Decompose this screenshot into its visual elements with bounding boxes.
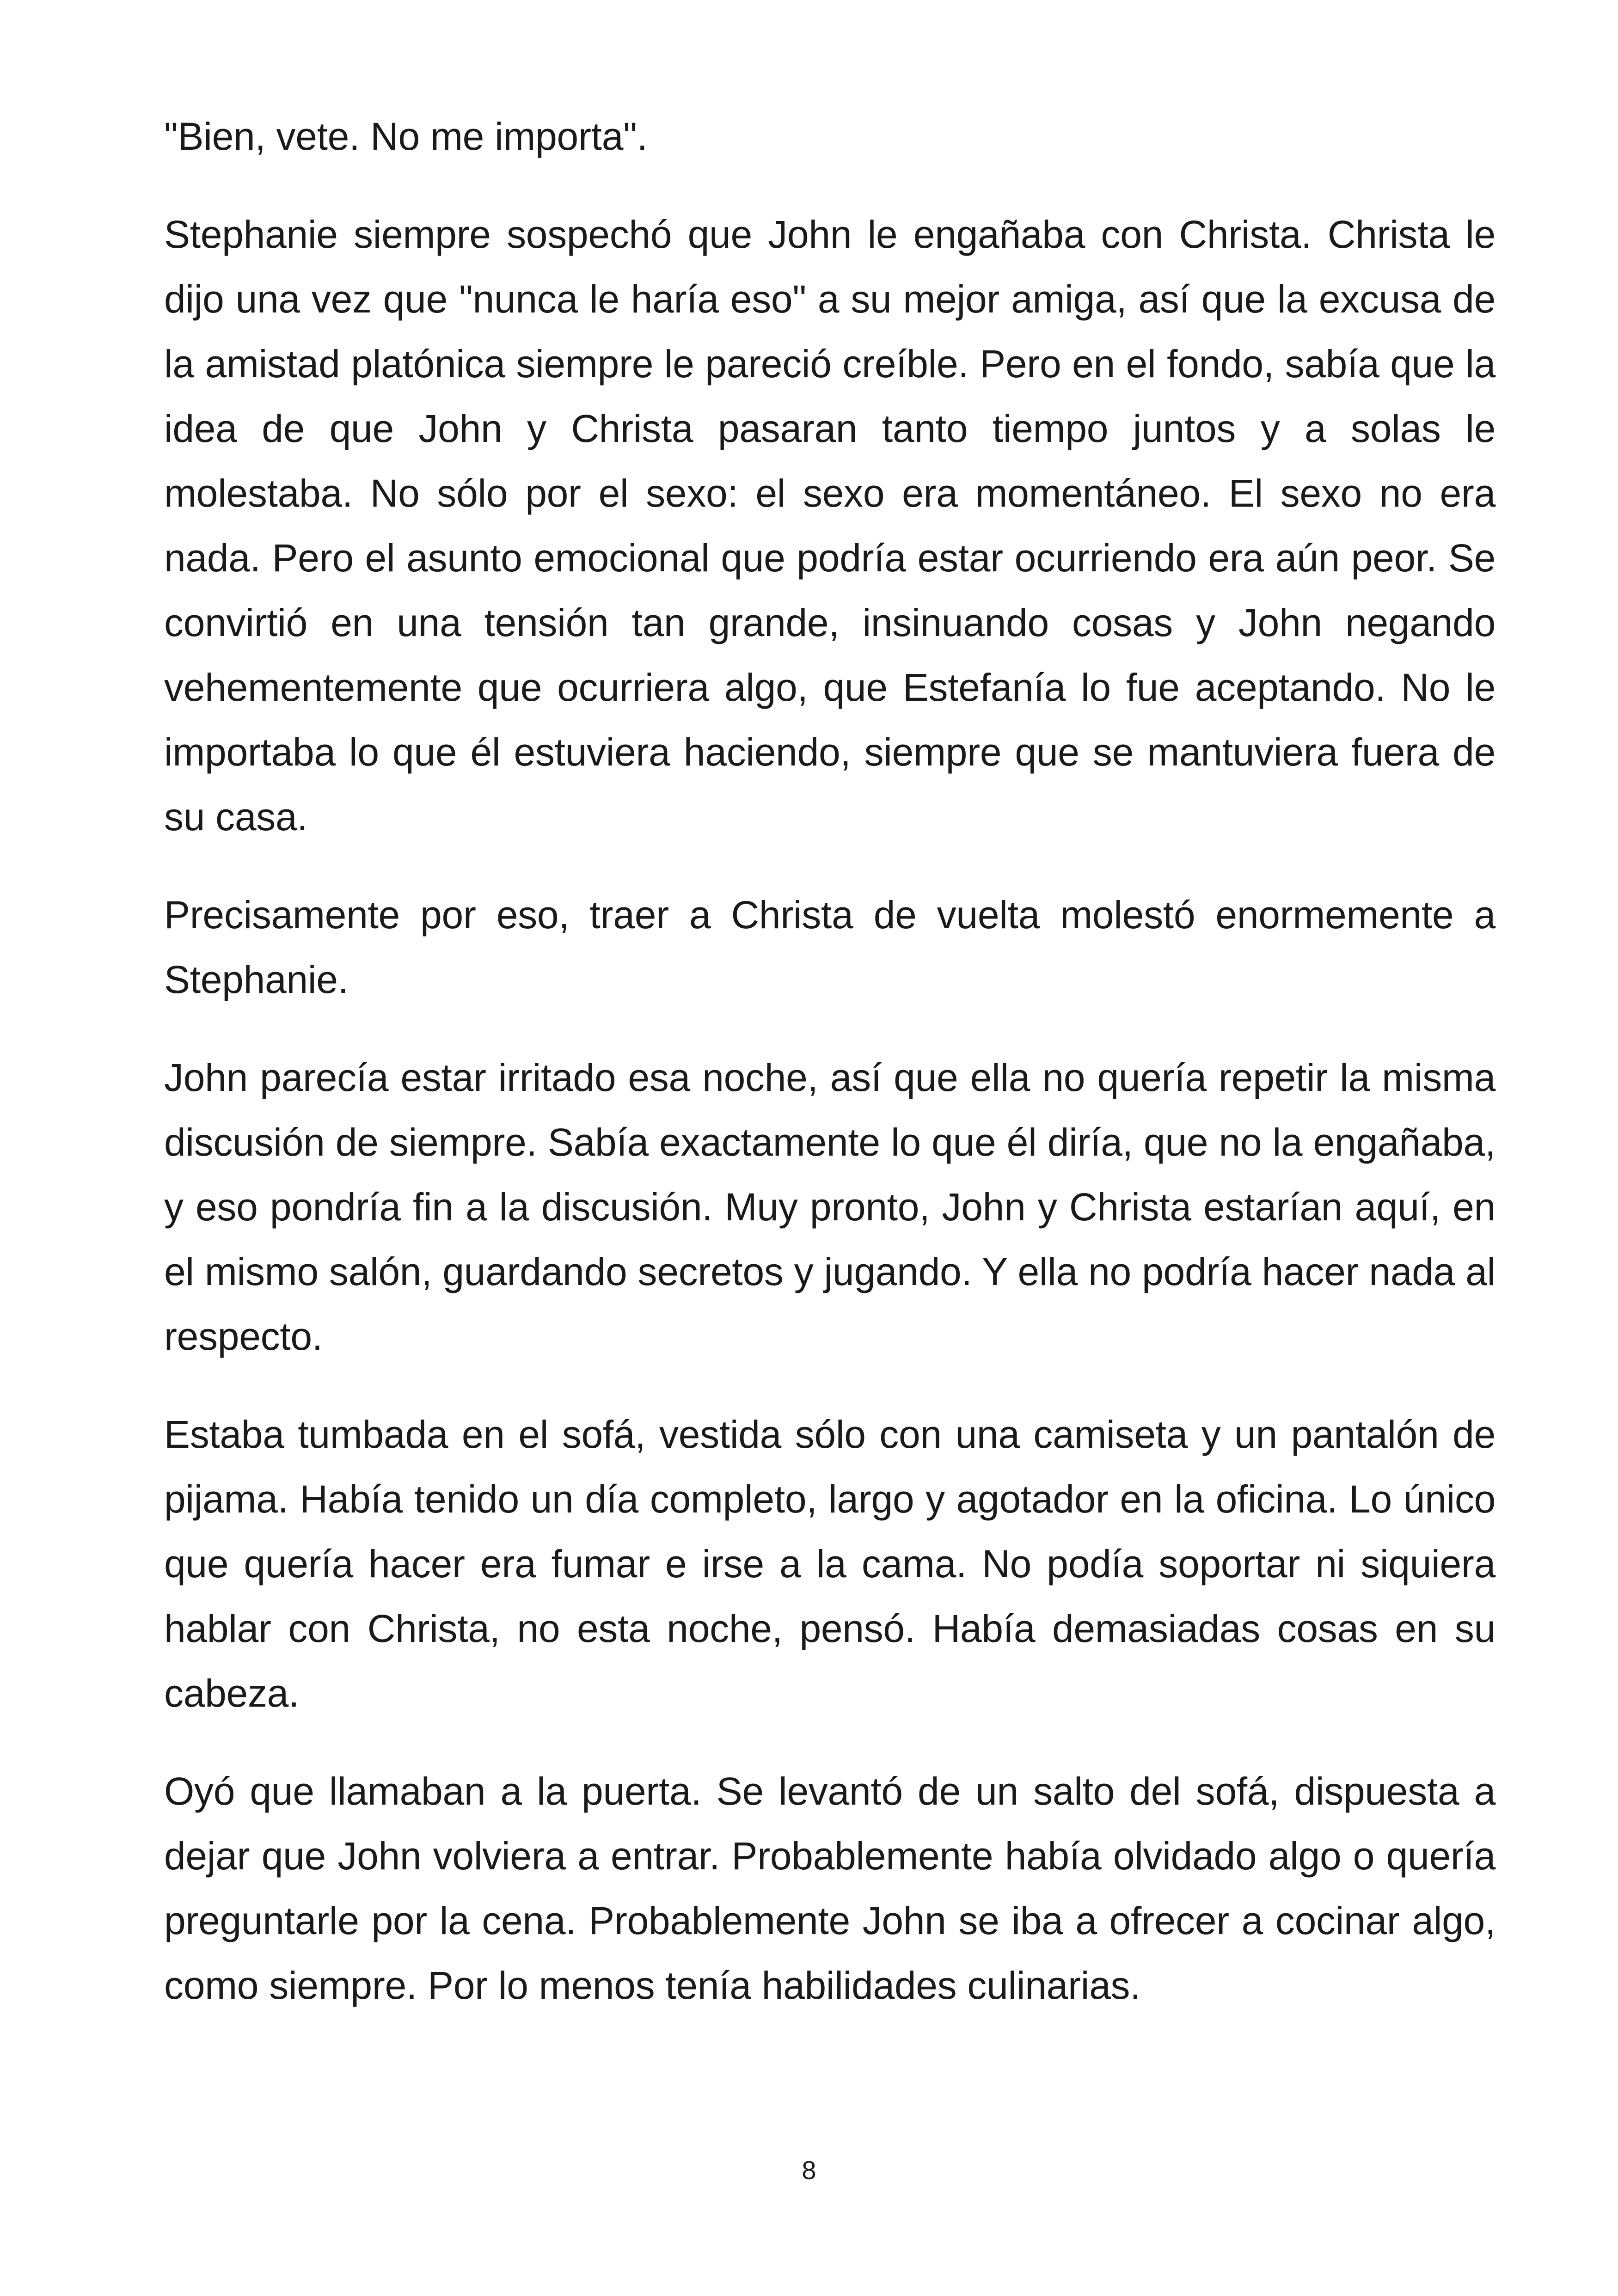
paragraph-6: Oyó que llamaban a la puerta. Se levantó de un salto del sofá, dispuesta a dejar que John volviera a entrar. Probablemente había olvidado algo o quería preguntarle por la cena. Probablemente John se iba a ofrecer a cocinar algo, como siempre. Por lo menos tenía habilidades culinarias. [164, 1769, 1495, 2007]
body-text [164, 104, 1495, 2051]
paragraph-4: John parecía estar irritado esa noche, así que ella no quería repetir la misma discusión de siempre. Sabía exactamente lo que él diría, que no la engañaba, y eso pondría fin a la discusión. Muy pronto, John y Christa estarían aquí, en el mismo salón, guardando secretos y jugando. Y ella no podría hacer nada al respecto. [164, 1056, 1495, 1358]
paragraph-1: "Bien, vete. No me importa". [164, 115, 648, 158]
page-number: 8 [802, 2155, 816, 2185]
paragraph-2: Stephanie siempre sospechó que John le engañaba con Christa. Christa le dijo una vez que "nunca le haría eso" a su mejor amiga, así que la excusa de la amistad platónica siempre le pareció creíble. Pero en el fondo, sabía que la idea de que John y Christa pasaran tanto tiempo juntos y a solas le molestaba. No sólo por el sexo: el sexo era momentáneo. El sexo no era nada. Pero el asunto emocional que podría estar ocurriendo era aún peor. Se convirtió en una tensión tan grande, insinuando cosas y John negando vehementemente que ocurriera algo, que Estefanía lo fue aceptando. No le importaba lo que él estuviera haciendo, siempre que se mantuviera fuera de su casa. [164, 213, 1495, 839]
paragraph-5: Estaba tumbada en el sofá, vestida sólo con una camiseta y un pantalón de pijama. Había tenido un día completo, largo y agotador en la oficina. Lo único que quería hacer era fumar e irse a la cama. No podía soportar ni siquiera hablar con Christa, no esta noche, pensó. Había demasiadas cosas en su cabeza. [164, 1413, 1495, 1715]
paragraph-3: Precisamente por eso, traer a Christa de vuelta molestó enormemente a Stephanie. [164, 893, 1495, 1001]
